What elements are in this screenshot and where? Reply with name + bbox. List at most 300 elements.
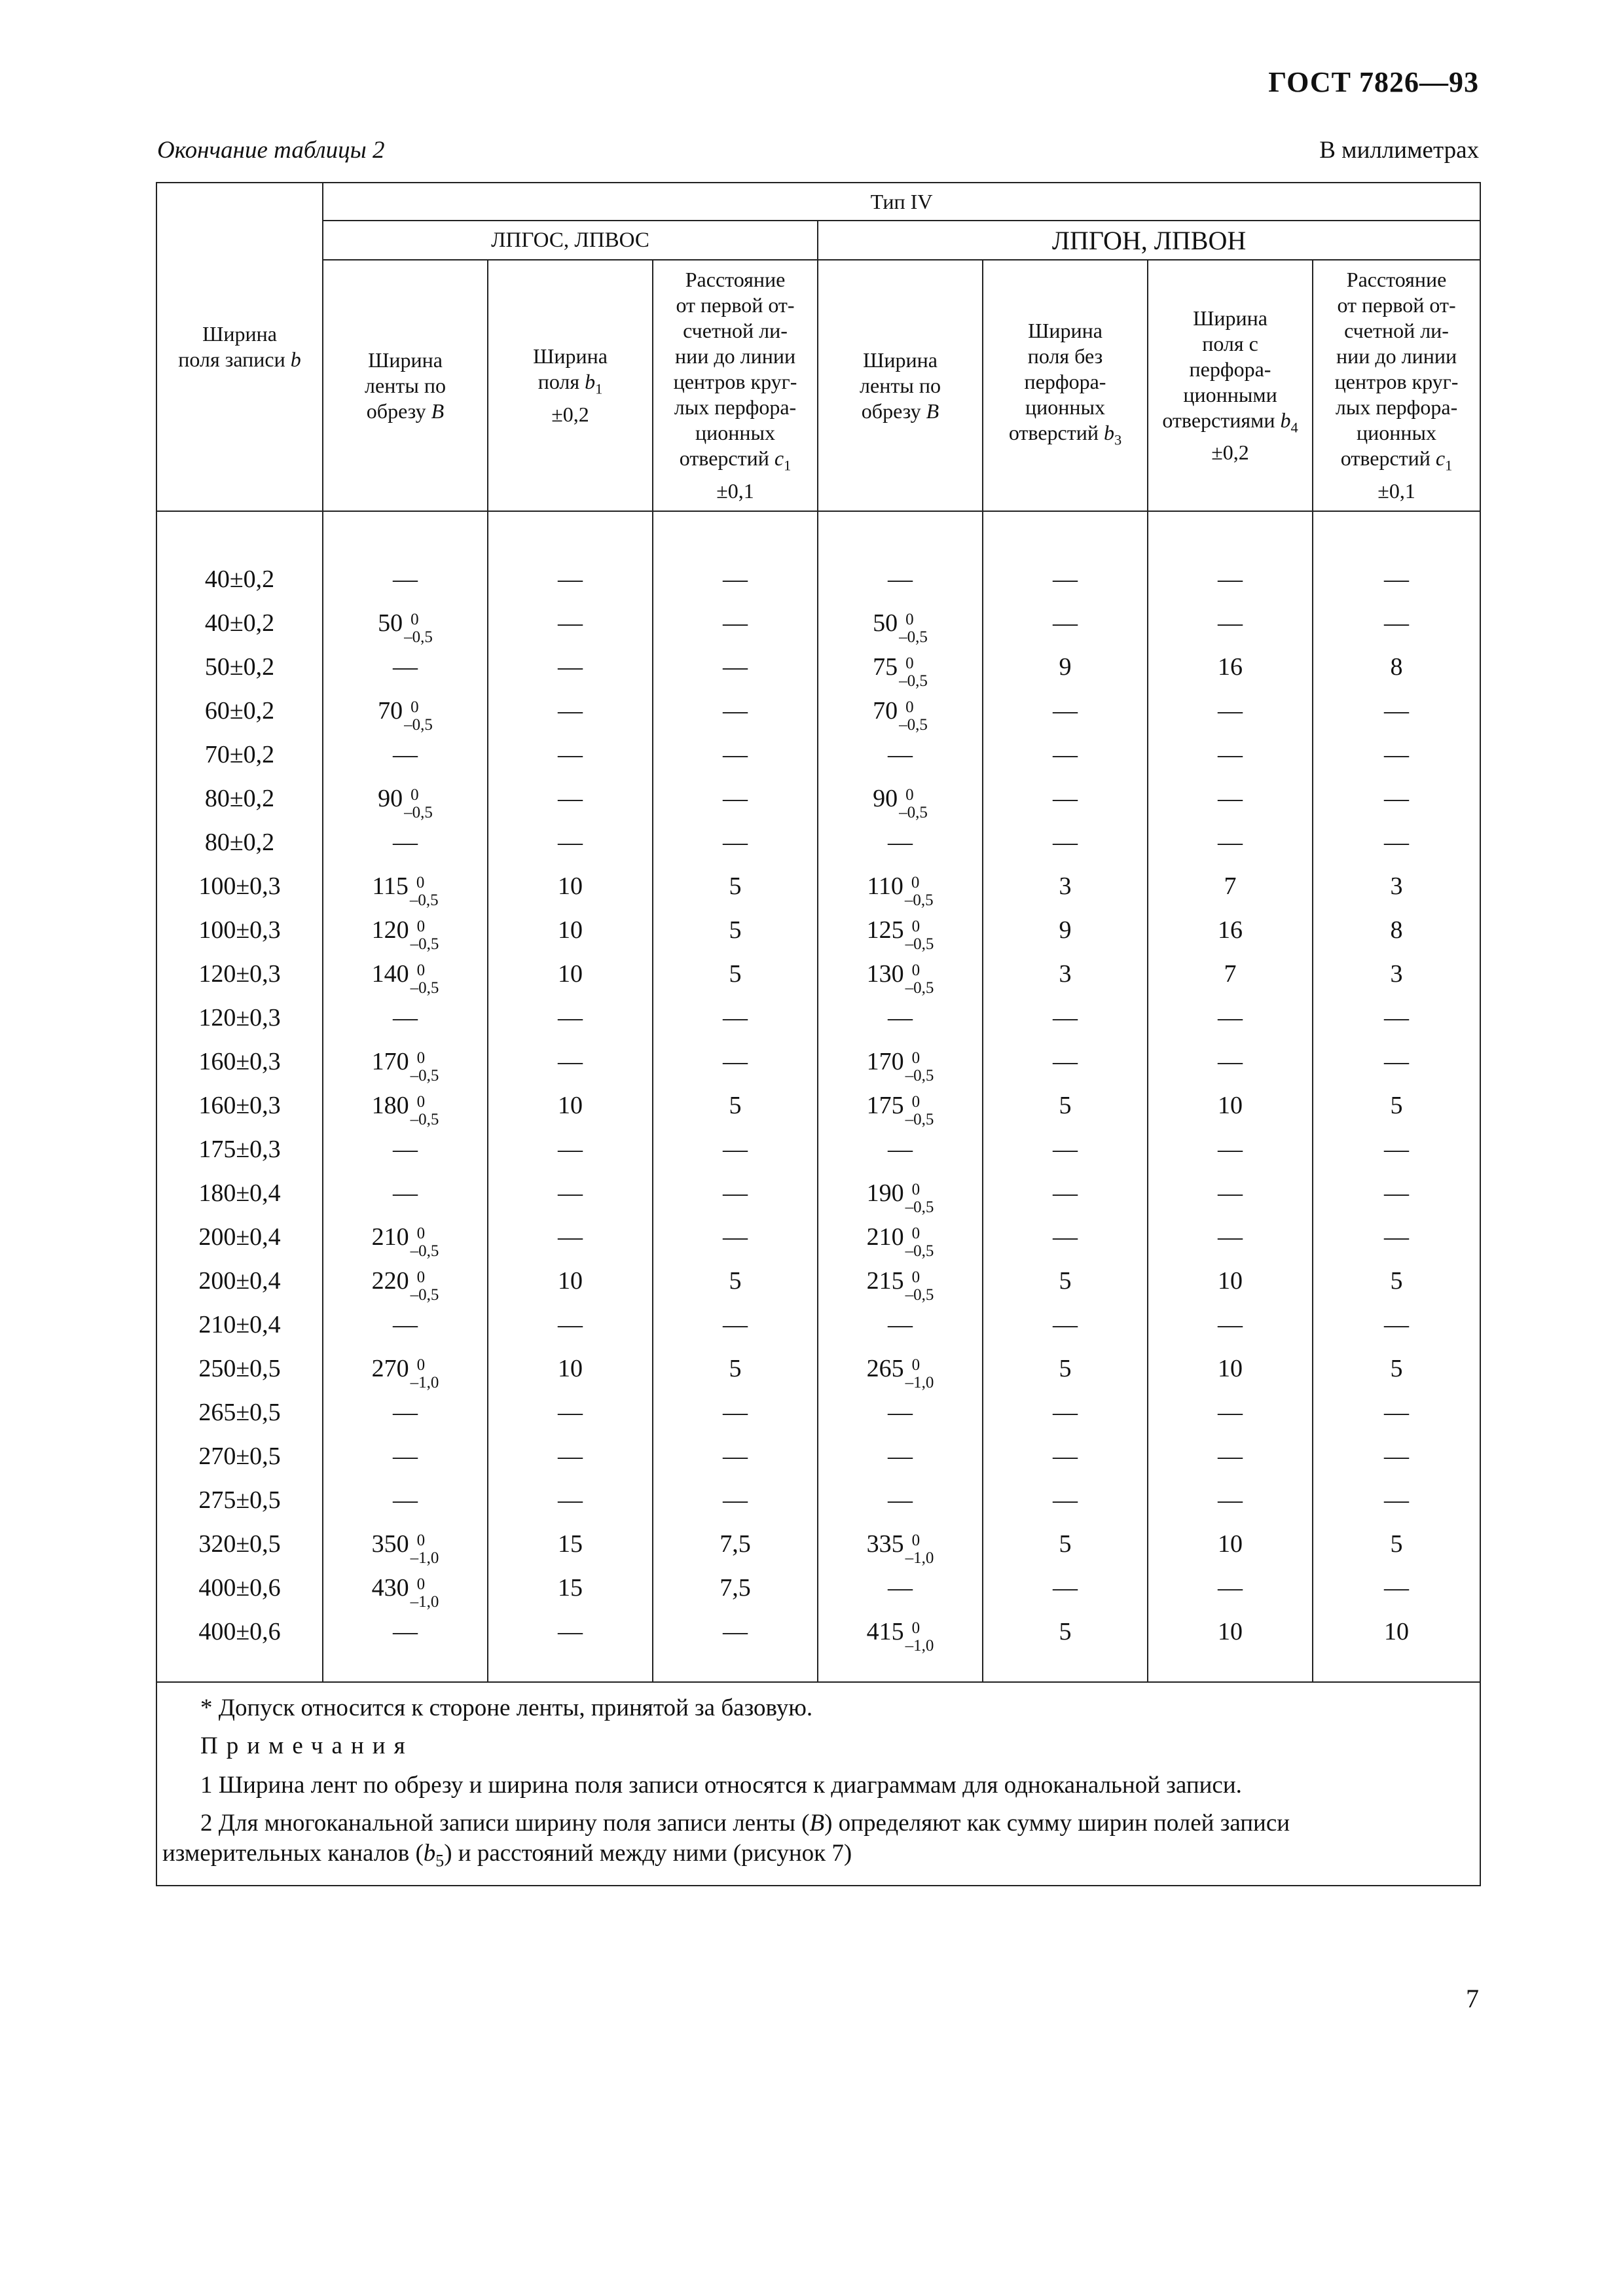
table-cell: — [1053,1136,1078,1163]
header-line: ционными [1183,382,1277,406]
header-line: центров круг- [673,370,797,394]
table-cell: — [723,1048,748,1075]
header-variable: b [585,370,596,394]
header-tolerance: ±0,1 [1377,478,1415,503]
tolerance-lower: –0,5 [404,716,433,734]
table-cell: 3 [1059,960,1072,988]
tolerance-upper: 0 [416,1356,426,1374]
header-line: нии до линии [1336,344,1457,368]
tolerance-lower: –0,5 [410,979,439,997]
column-c6 [1148,511,1313,1682]
header-line: отверстиями [1162,408,1275,432]
header-subscript: 3 [1114,431,1122,448]
header-variable: b [1280,408,1291,432]
table-cell: 250±0,5 [198,1355,281,1382]
tolerance-lower: –1,0 [905,1549,934,1568]
table-cell: 5 [1059,1355,1072,1382]
header-line: отверстий [1008,421,1099,445]
table-cell: — [558,1311,583,1338]
cell-value: 190 [866,1179,904,1207]
table-cell: — [1384,741,1410,768]
table-cell: — [1384,829,1410,856]
table-cell: — [1053,1443,1078,1470]
table-cell: — [393,1311,418,1338]
table-cell: 10 [1218,1618,1243,1645]
header-variable: c [774,446,784,471]
cell-tolerance [404,784,433,822]
header-line: Ширина [533,344,608,368]
cell-tolerance [410,1223,439,1261]
table-cell: — [1053,1004,1078,1031]
table-cell: 5 [1390,1267,1403,1295]
header-subscript: 1 [1445,457,1453,474]
table-cell [818,1347,982,1391]
tolerance-lower: –0,5 [905,979,934,997]
table-cell: — [1384,1136,1410,1163]
tolerance-upper: 0 [911,961,921,980]
header-line: ционных [1357,421,1437,445]
table-cell: 5 [1390,1092,1403,1119]
table-cell [818,1040,982,1084]
document-code: ГОСТ 7826—93 [1268,66,1479,98]
table-cell: — [1218,565,1243,593]
cell-value: 350 [371,1530,409,1558]
table-cell: — [723,1136,748,1163]
table-cell: — [558,1399,583,1426]
table-cell: 80±0,2 [204,829,275,856]
cell-tolerance [905,960,934,997]
table-cell: — [1053,1399,1078,1426]
table-cell: 10 [1218,1355,1243,1382]
table-cell: — [393,1443,418,1470]
table-cell: — [1218,609,1243,637]
header-line: лых перфора- [1335,395,1458,420]
data-table [156,182,1481,1886]
table-cell: — [393,1486,418,1514]
tolerance-lower: –0,5 [410,1242,439,1261]
table-cell: — [888,565,913,593]
table-cell: — [888,1399,913,1426]
col-header-c3 [653,260,818,511]
table-cell: — [723,741,748,768]
table-cell: — [723,697,748,725]
table-cell: — [558,609,583,637]
table-cell: — [1218,1136,1243,1163]
table-cell: 60±0,2 [204,697,275,725]
table-cell: — [888,1574,913,1602]
header-tolerance: ±0,2 [1211,440,1249,465]
table-cell: 5 [729,872,742,900]
table-cell: 100±0,3 [198,872,281,900]
table-cell: — [1218,697,1243,725]
table-cell [818,645,982,689]
cell-tolerance [410,1354,439,1392]
cell-value: 75 [873,653,898,681]
table-cell: 8 [1390,916,1403,944]
tolerance-upper: 0 [416,918,426,936]
tolerance-upper: 0 [911,1268,921,1287]
cell-tolerance [410,916,439,954]
table-cell: — [1053,1048,1078,1075]
table-cell: — [558,565,583,593]
header-variable: c [1435,446,1446,471]
table-notes [156,1682,1480,1886]
table-cell: — [393,1399,418,1426]
header-line: счетной ли- [1344,319,1449,343]
cell-value: 140 [371,960,409,988]
table-cell: — [558,1223,583,1251]
header-line: отверстий [679,446,769,471]
table-cell: — [888,1486,913,1514]
cell-tolerance [904,872,934,910]
table-cell: — [393,1179,418,1207]
header-tolerance: ±0,2 [551,402,589,426]
table-cell [323,689,487,733]
table-cell [818,1215,982,1259]
table-cell: — [723,1223,748,1251]
table-cell: — [1218,741,1243,768]
table-cell: 160±0,3 [198,1092,281,1119]
table-cell: — [1218,1004,1243,1031]
table-cell: — [723,609,748,637]
table-cell: — [1053,741,1078,768]
table-cell: 10 [558,960,583,988]
table-cell: 8 [1390,653,1403,681]
table-cell: 15 [558,1574,583,1602]
tolerance-upper: 0 [911,1356,921,1374]
column-c3 [653,511,818,1682]
table-cell: 5 [729,960,742,988]
table-cell: — [393,741,418,768]
header-line: обрезу [861,399,921,423]
cell-tolerance [410,1091,439,1129]
header-line: перфора- [1189,357,1271,381]
table-cell: — [723,1004,748,1031]
table-cell [818,908,982,952]
tolerance-lower: –0,5 [905,1198,934,1217]
col-header-c7 [1313,260,1480,511]
tolerance-upper: 0 [911,1225,921,1243]
table-cell: — [888,1311,913,1338]
tolerance-upper: 0 [410,611,419,629]
cell-tolerance [899,784,928,822]
table-cell: — [888,1443,913,1470]
header-line: отверстий [1340,446,1431,471]
cell-tolerance [905,1266,934,1304]
table-cell: 9 [1059,916,1072,944]
table-cell: — [723,1486,748,1514]
table-cell: — [723,1618,748,1645]
column-c4 [818,511,983,1682]
table-cell: 7,5 [720,1574,751,1602]
tolerance-upper: 0 [911,1181,921,1199]
table-cell: — [393,565,418,593]
cell-value: 170 [371,1048,409,1075]
header-line: Расстояние [1346,268,1447,292]
table-cell: — [723,1311,748,1338]
header-line: счетной ли- [683,319,788,343]
table-cell [323,1040,487,1084]
cell-value: 70 [873,697,898,725]
tolerance-upper: 0 [905,611,914,629]
tolerance-upper: 0 [416,1575,426,1594]
table-cell: — [1053,565,1078,593]
table-cell: 10 [558,1355,583,1382]
header-subscript: 4 [1290,419,1298,436]
column-c7 [1313,511,1480,1682]
page-number: 7 [1466,1984,1479,2013]
cell-tolerance [905,1354,934,1392]
table-cell [323,908,487,952]
table-cell [818,1084,982,1128]
table-cell: — [1218,1311,1243,1338]
header-variable: b [1103,421,1114,445]
table-cell: 180±0,4 [198,1179,281,1207]
cell-value: 415 [866,1618,904,1645]
table-cell: — [558,1486,583,1514]
table-cell [818,952,982,996]
table-cell: 7,5 [720,1530,751,1558]
table-cell: 10 [1218,1267,1243,1295]
table-cell: 9 [1059,653,1072,681]
cell-tolerance [404,696,433,734]
cell-value: 110 [867,872,903,900]
table-cell: — [393,1618,418,1645]
cell-value: 125 [866,916,904,944]
table-cell: 5 [1390,1355,1403,1382]
col-header-c1 [323,260,488,511]
table-cell: — [1053,829,1078,856]
table-cell: — [1218,1223,1243,1251]
cell-value: 220 [371,1267,409,1295]
table-cell: — [1053,1574,1078,1602]
table-cell: 5 [1390,1530,1403,1558]
col-header-c4 [818,260,983,511]
table-cell: — [1218,1574,1243,1602]
cell-tolerance [410,960,439,997]
tolerance-lower: –0,5 [899,628,928,647]
table-cell [818,1610,982,1654]
table-cell: 5 [729,1092,742,1119]
table-cell: — [393,653,418,681]
table-cell: — [1218,1486,1243,1514]
table-cell [323,1084,487,1128]
col-header-c6 [1148,260,1313,511]
table-cell: — [1384,697,1410,725]
table-cell: — [1218,829,1243,856]
table-cell [323,865,487,908]
table-cell: — [393,829,418,856]
note-2: 2 Для многоканальной записи ширину поля записи ленты (B) определяют как сумму ширин полей записи измерительных каналов $(b_5)$ и расстояний между ними (рисунок 7) [162,1810,1290,1871]
cell-value: 90 [873,785,898,812]
table-cell: 400±0,6 [198,1618,281,1645]
tolerance-upper: 0 [416,1049,426,1067]
group-header-lpgos: ЛПГОС, ЛПВОС [323,221,818,260]
tolerance-lower: –0,5 [410,1286,439,1304]
table-cell: 5 [729,1355,742,1382]
tolerance-upper: 0 [416,874,425,892]
cell-value: 175 [866,1092,904,1119]
table-cell: 10 [1384,1618,1410,1645]
table-cell: 5 [1059,1530,1072,1558]
table-cell: — [558,829,583,856]
table-cell: 265±0,5 [198,1399,281,1426]
header-line: поля без [1027,344,1103,368]
notes-title: Примечания [200,1732,414,1759]
tolerance-upper: 0 [416,1268,426,1287]
tolerance-lower: –0,5 [899,716,928,734]
table-cell: 16 [1218,653,1243,681]
table-cell [323,777,487,821]
cell-tolerance [905,1617,934,1655]
cell-value: 265 [866,1355,904,1382]
table-cell: — [723,653,748,681]
table-caption: Окончание таблицы 2 [157,137,385,164]
header-line: от первой от- [676,293,795,317]
cell-value: 180 [371,1092,409,1119]
table-cell: 7 [1224,872,1237,900]
column-c1 [323,511,488,1682]
table-cell [818,865,982,908]
header-line: перфора- [1024,370,1106,394]
header-line: Ширина [1028,319,1103,343]
header-line: ционных [695,421,775,445]
table-cell: — [1384,785,1410,812]
tolerance-upper: 0 [416,961,426,980]
table-cell: — [558,785,583,812]
header-line: поля с [1202,331,1258,355]
header-subscript: 1 [784,457,792,474]
type-header: Тип IV [323,183,1480,221]
table-cell: 270±0,5 [198,1443,281,1470]
table-cell: — [1384,1004,1410,1031]
table-cell: 5 [729,1267,742,1295]
table-cell [323,1566,487,1610]
tolerance-lower: –0,5 [404,804,433,822]
tolerance-lower: –1,0 [410,1549,439,1568]
table-cell: — [1218,1048,1243,1075]
cell-tolerance [410,1047,439,1085]
table-cell: — [1218,1443,1243,1470]
header-line: центров круг- [1334,370,1459,394]
tolerance-upper: 0 [911,918,921,936]
header-variable: B [431,399,445,423]
table-cell: 175±0,3 [198,1136,281,1163]
table-cell: 120±0,3 [198,1004,281,1031]
cell-tolerance [905,1223,934,1261]
table-cell: 7 [1224,960,1237,988]
table-cell: 10 [558,872,583,900]
table-cell: — [1053,697,1078,725]
table-cell: — [1218,785,1243,812]
table-cell: — [1053,1486,1078,1514]
cell-tolerance [410,1530,439,1568]
table-cell: 200±0,4 [198,1267,281,1295]
table-cell: — [1384,1399,1410,1426]
cell-tolerance [905,916,934,954]
cell-tolerance [905,1091,934,1129]
header-line: Ширина [368,348,443,372]
table-cell: — [723,1179,748,1207]
table-cell: — [558,1004,583,1031]
note-1: 1 Ширина лент по обрезу и ширина поля записи относятся к диаграммам для одноканальной записи. [200,1772,1242,1799]
cell-value: 430 [371,1574,409,1602]
tolerance-upper: 0 [410,786,419,804]
cell-value: 50 [378,609,403,637]
table-cell: 320±0,5 [198,1530,281,1558]
cell-value: 130 [866,960,904,988]
table-cell: 120±0,3 [198,960,281,988]
cell-tolerance [409,872,439,910]
tolerance-lower: –1,0 [905,1637,934,1655]
tolerance-lower: –0,5 [905,1067,934,1085]
table-cell: — [558,1443,583,1470]
table-cell: 200±0,4 [198,1223,281,1251]
table-cell [818,689,982,733]
cell-value: 70 [378,697,403,725]
tolerance-upper: 0 [905,698,914,717]
table-cell: — [888,741,913,768]
table-cell: 80±0,2 [204,785,275,812]
table-cell: 3 [1390,960,1403,988]
table-cell: — [393,1004,418,1031]
table-cell [323,1215,487,1259]
header-variable: b [290,348,301,371]
footnote: * Допуск относится к стороне ленты, принятой за базовую. [200,1695,813,1721]
table-cell: — [723,829,748,856]
tolerance-lower: –1,0 [905,1374,934,1392]
tolerance-lower: –1,0 [410,1374,439,1392]
table-cell: 40±0,2 [204,609,275,637]
header-line: от первой от- [1337,293,1456,317]
header-tolerance: ±0,1 [716,478,754,503]
cell-tolerance [899,653,928,691]
table-cell: — [1384,565,1410,593]
tolerance-upper: 0 [911,1619,921,1638]
table-cell: — [723,1399,748,1426]
tolerance-upper: 0 [911,1049,921,1067]
table-cell: — [888,1136,913,1163]
col-header-c5 [983,260,1148,511]
tolerance-upper: 0 [911,1093,921,1111]
col-header-c2 [488,260,653,511]
table-cell: 160±0,3 [198,1048,281,1075]
table-cell: 210±0,4 [198,1311,281,1338]
table-cell: — [558,741,583,768]
table-cell: 275±0,5 [198,1486,281,1514]
table-cell: — [1384,1574,1410,1602]
header-line: Ширина [863,348,938,372]
table-cell: 10 [558,1267,583,1295]
tolerance-upper: 0 [911,874,920,892]
tolerance-lower: –1,0 [410,1593,439,1611]
tolerance-lower: –0,5 [899,804,928,822]
header-line: поля [538,370,580,394]
table-cell [323,1347,487,1391]
table-cell: 40±0,2 [204,565,275,593]
cell-value: 215 [866,1267,904,1295]
cell-value: 115 [372,872,409,900]
table-cell: — [1384,1048,1410,1075]
table-cell: — [888,1004,913,1031]
cell-value: 170 [866,1048,904,1075]
table-cell: — [558,1048,583,1075]
cell-tolerance [899,696,928,734]
header-line: нии до линии [674,344,796,368]
table-cell: 400±0,6 [198,1574,281,1602]
table-cell: — [1218,1399,1243,1426]
tolerance-lower: –0,5 [905,1111,934,1129]
